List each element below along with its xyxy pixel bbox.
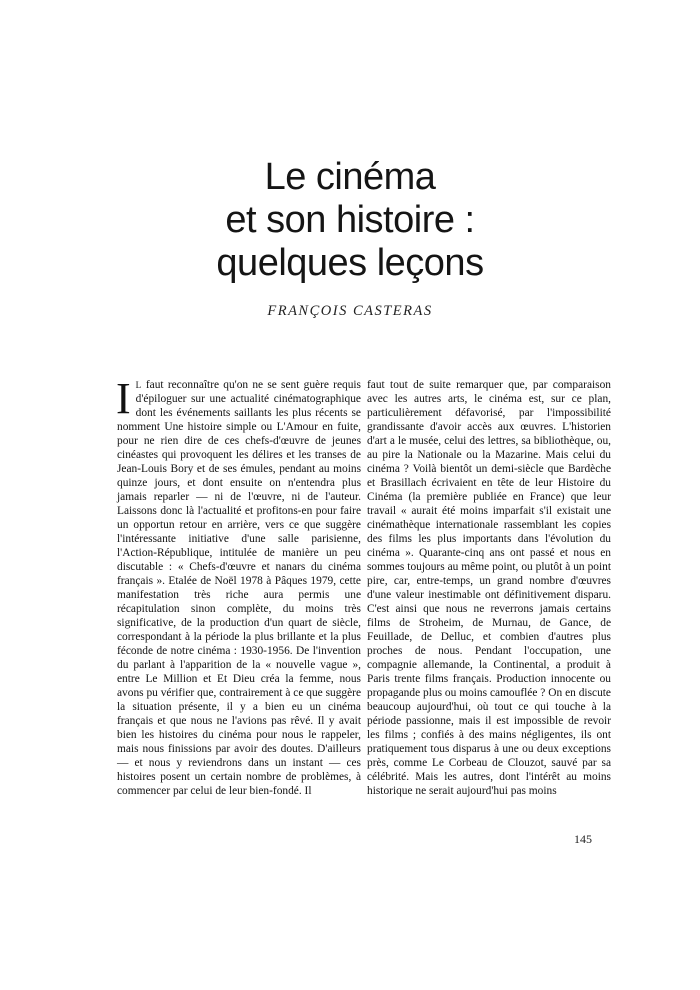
text-column-right bbox=[367, 378, 611, 798]
text-column-left bbox=[116, 374, 361, 798]
left-column-text: faut reconnaître qu'on ne se sent guère requis d'épiloguer sur une actualité cinématographique dont les événements saillants les plus récents se nomment Une histoire simple ou L'Amour en fuite, pour ne rien dire de ces chefs-d'œuvre de jeunes cinéastes qui provoquent les délires et les transes de Jean-Louis Bory et de ses émules, pendant au moins quinze jours, et dont ensuite on n'entendra plus jamais reparler — ni de l'œuvre, ni de l'auteur. Laissons donc là l'actualité et profitons-en pour faire un opportun retour en arrière, vers ce que suggère l'intéressante initiative d'une salle parisienne, l'Action-République, intitulée de manière un peu discutable : « Chefs-d'œuvre et nanars du cinéma français ». Etalée de Noël 1978 à Pâques 1979, cette manifestation très riche aura permis une récapitulation sinon complète, du moins très significative, de la production d'un quart de siècle, correspondant à la période la plus brillante et la plus féconde de notre cinéma : 1930-1956. De l'invention du parlant à l'apparition de la « nouvelle vague », entre Le Million et Et Dieu créa la femme, nous avons pu vérifier que, contrairement à ce que suggère la situation présente, il y a bien eu un cinéma français et que nous ne l'avions pas rêvé. Il y avait bien les histoires du cinéma pour nous le rappeler, mais nous finissions par avoir des doutes. D'ailleurs — et nous y reviendrons dans un instant — ces histoires posent un certain nombre de problèmes, à commencer par celui de leur bien-fondé. Il bbox=[117, 379, 361, 798]
article-title-line-2: et son histoire : bbox=[225, 199, 475, 241]
article-author: FRANÇOIS CASTERAS bbox=[267, 303, 433, 319]
article-title-line-1: Le cinéma bbox=[264, 156, 436, 198]
small-caps-start: L bbox=[135, 380, 142, 390]
article-title-line-3: quelques leçons bbox=[216, 242, 484, 284]
drop-cap: I bbox=[116, 374, 131, 423]
page-number: 145 bbox=[574, 832, 592, 846]
paragraph-left bbox=[116, 374, 361, 798]
right-column-text: faut tout de suite remarquer que, par comparaison avec les autres arts, le cinéma est, sur ce plan, particulièrement défavorisé, par l'impossibilité grandissante d'avoir accès aux œuvres. L'historien d'art a le musée, celui des lettres, sa bibliothèque, ou, au pire la Nationale ou la Mazarine. Mais celui du cinéma ? Voilà bientôt un demi-siècle que Bardèche et Brasillach écrivaient en tête de leur Histoire du Cinéma (la première publiée en France) que leur travail « aurait été moins imparfait s'il existait une cinémathèque internationale rassemblant les copies des films les plus importants dans l'évolution du cinéma ». Quarante-cinq ans ont passé et nous en sommes toujours au même point, ou plutôt à un point pire, car, entre-temps, un grand nombre d'œuvres d'une valeur inestimable ont définitivement disparu. C'est ainsi que nous ne reverrons jamais certains films de Stroheim, de Murnau, de Gance, de Feuillade, de Delluc, et combien d'autres plus proches de nous. Pendant l'occupation, une compagnie allemande, la Continental, a produit à Paris trente films français. Production innocente ou propagande plus ou moins camouflée ? On en discute beaucoup aujourd'hui, où tout ce qui touche à la période passionne, mais il est impossible de revoir les films ; confiés à des mains négligentes, ils ont pratiquement tous disparus à une ou deux exceptions près, comme Le Corbeau de Clouzot, sauvé par sa célébrité. Mais les autres, dont l'intérêt au moins historique ne serait aujourd'hui pas moins bbox=[367, 379, 611, 798]
